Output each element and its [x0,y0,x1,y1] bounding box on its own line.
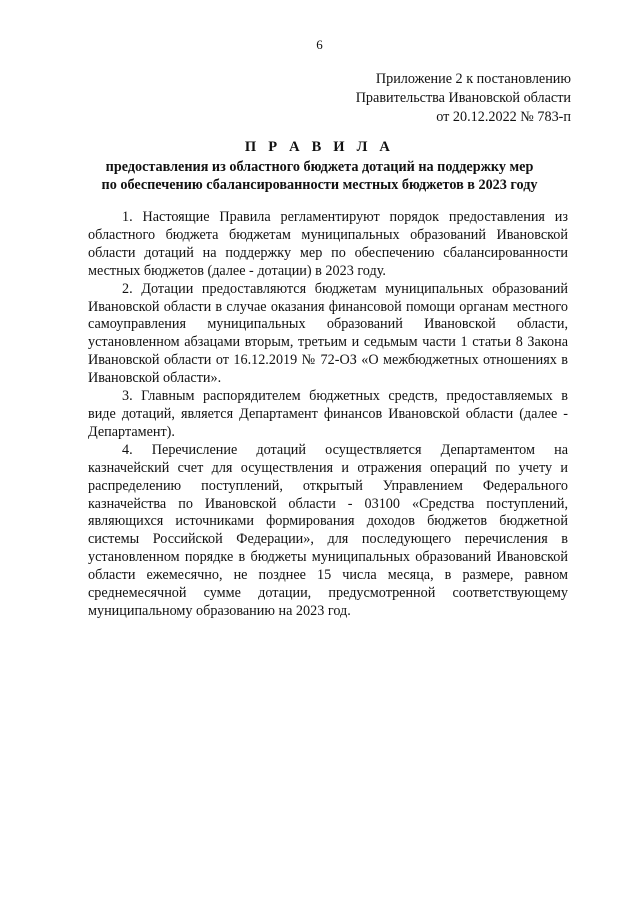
document-title: П Р А В И Л А [244,139,395,155]
paragraph-2: 2. Дотации предоставляются бюджетам муниципальных образований Ивановской области в случае оказания финансовой помощи органам местного самоуправления муниципальных образований Ивановской области, установленном абзацами вторым, третьим и седьмым части 1 статьи 8 Закона Ивановской области от 16.12.2019 № 72-ОЗ «О межбюджетных отношениях в Ивановской области». [88,280,568,387]
paragraph-4: 4. Перечисление дотаций осуществляется Департаментом на казначейский счет для осуществления и отражения операций по учету и распределению поступлений, открытый Управлением Федерального казначейства по Ивановской области - 03100 «Средства поступлений, являющихся источниками формирования доходов бюджетов бюджетной системы Российской Федерации», для последующего перечисления в установленном порядке в бюджеты муниципальных образований Ивановской области ежемесячно, не позднее 15 числа месяца, в размере, равном среднемесячной сумме дотации, предусмотренной соответствующему муниципальному образованию на 2023 год. [88,441,568,619]
appendix-line-2: Правительства Ивановской области [355,90,571,106]
subtitle-line-1: предоставления из областного бюджета дотаций на поддержку мер [105,159,534,175]
document-body [88,209,568,621]
subtitle-line-2: по обеспечению сбалансированности местных бюджетов в 2023 году [101,177,538,193]
page-number: 6 [316,37,323,52]
appendix-line-3: от 20.12.2022 № 783-п [436,109,571,125]
appendix-reference [356,70,571,127]
paragraph-3: 3. Главным распорядителем бюджетных средств, предоставляемых в виде дотаций, является Департамент финансов Ивановской области (далее - Департамент). [88,388,568,440]
paragraph-1: 1. Настоящие Правила регламентируют порядок предоставления из областного бюджета бюджетам муниципальных образований Ивановской области дотаций на поддержку мер по обеспечению сбалансированности местных бюджетов (далее - дотации) в 2023 году. [88,209,568,279]
appendix-line-1: Приложение 2 к постановлению [375,71,571,87]
document-subtitle [60,158,579,194]
